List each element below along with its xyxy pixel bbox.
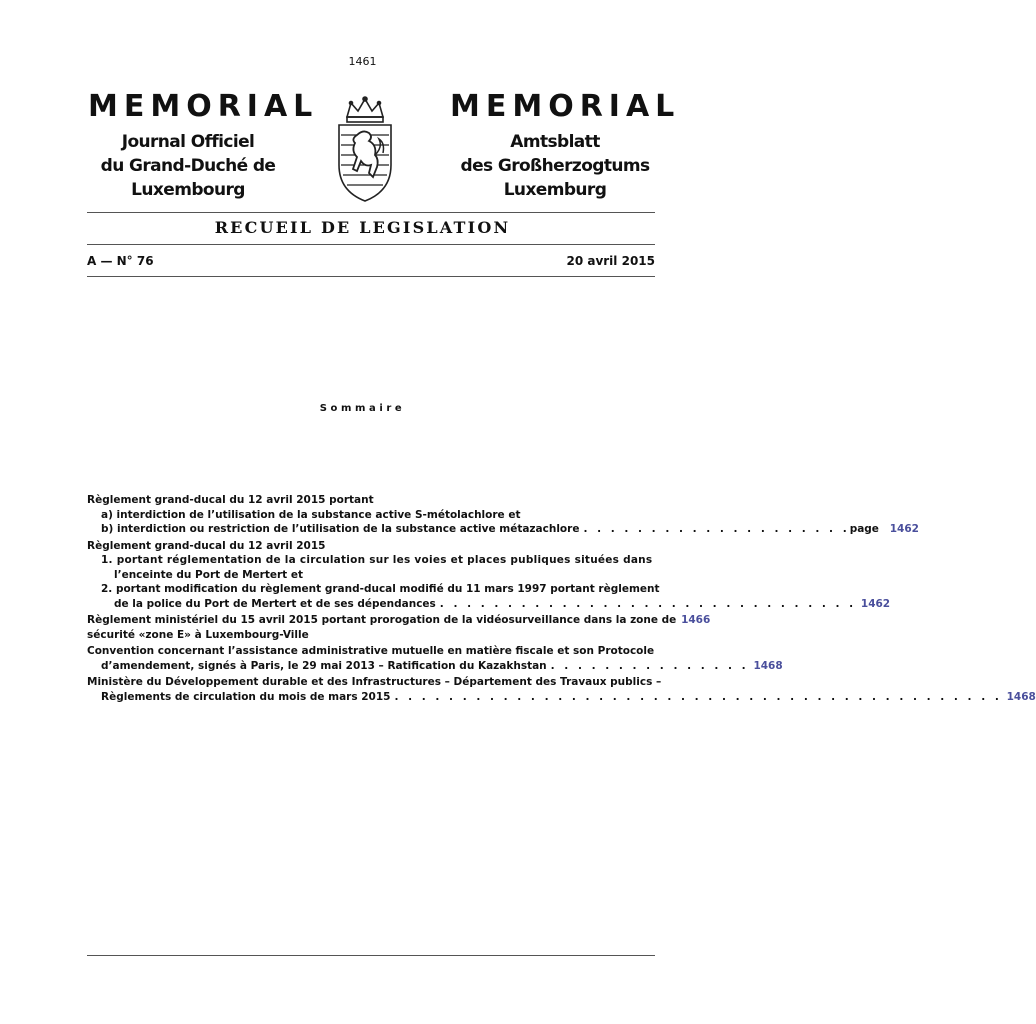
toc-text: Règlement grand-ducal du 12 avril 2015 (87, 539, 326, 552)
toc-text: Convention concernant l’assistance administrative mutuelle en matière fiscale et son Protocole (87, 645, 655, 657)
toc-line (87, 690, 1036, 705)
toc-line (87, 628, 657, 643)
toc-text: b) interdiction ou restriction de l’utilisation de la substance active métazachlore (101, 523, 580, 535)
page-link[interactable]: 1468 (1006, 690, 1036, 703)
toc-entry (87, 539, 891, 612)
toc-entry (87, 493, 919, 537)
page-link[interactable]: 1462 (860, 597, 891, 610)
subtitle-line: Luxembourg (131, 180, 245, 200)
toc-line (87, 597, 891, 612)
toc-line (87, 508, 657, 523)
subtitle-line: Amtsblatt (510, 132, 600, 152)
toc-entry (87, 613, 711, 642)
leader-dots: . . . . . . . . . . . . . . . . . . . . (583, 523, 850, 535)
issue-number: A — N° 76 (87, 254, 154, 268)
toc-line (87, 675, 662, 690)
top-divider (87, 212, 655, 213)
page-link[interactable]: 1462 (889, 523, 919, 535)
subtitle-line: des Großherzogtums (460, 156, 650, 176)
toc-text: Règlement grand-ducal du 12 avril 2015 portant (87, 494, 374, 506)
toc-text: 2. portant modification du règlement grand-ducal modifié du 11 mars 1997 portant règlement (101, 583, 660, 595)
issue-date: 20 avril 2015 (566, 254, 655, 268)
masthead-title-left: MEMORIAL (88, 89, 319, 124)
page-link[interactable]: 1468 (753, 659, 783, 672)
toc-line (87, 582, 660, 597)
footer-divider (87, 955, 655, 956)
leader-dots: . . . . . . . . . . . . . . . . . . . . . . . . . . . . . . . . . . . . . . . . . . . . . (394, 690, 1002, 703)
page-number: 1461 (348, 55, 377, 68)
toc-line (87, 659, 783, 674)
toc-heading (87, 539, 657, 554)
collection-title: RECUEIL DE LEGISLATION (214, 218, 511, 237)
leader-dots: . . . . . . . . . . . . . . . (550, 659, 749, 672)
masthead-title-right: MEMORIAL (450, 89, 681, 124)
masthead-subtitle-left (88, 130, 288, 202)
toc-text: Règlements de circulation du mois de mars 2015 (101, 690, 391, 703)
toc-entry (87, 675, 1036, 704)
header-divider (87, 244, 655, 245)
sommaire-heading: Sommaire (319, 403, 406, 414)
toc-text: l’enceinte du Port de Mertert et (114, 568, 303, 581)
page-link[interactable]: 1466 (681, 614, 711, 626)
subtitle-line: Journal Officiel (121, 132, 255, 152)
coat-of-arms-icon (333, 95, 397, 203)
toc-line (87, 522, 919, 537)
masthead-subtitle-right (455, 130, 655, 202)
toc-text: 1. portant réglementation de la circulation sur les voies et places publiques situées dans (101, 554, 653, 566)
issue-divider (87, 276, 655, 277)
toc-line (87, 553, 657, 568)
toc-entry (87, 644, 783, 673)
table-of-contents (87, 493, 1036, 706)
toc-text: Ministère du Développement durable et des Infrastructures – Département des Travaux publics – (87, 676, 662, 688)
toc-text: d’amendement, signés à Paris, le 29 mai 2013 – Ratification du Kazakhstan (101, 659, 547, 672)
subtitle-line: du Grand-Duché de (100, 156, 276, 176)
toc-line (87, 568, 657, 583)
page-word: page (849, 523, 879, 535)
toc-line (87, 644, 657, 659)
leader-dots: . . . . . . . . . . . . . . . . . . . . . . . . . . . . . . . (439, 597, 857, 610)
toc-line (87, 613, 711, 628)
toc-text: de la police du Port de Mertert et de ses dépendances (114, 597, 436, 610)
toc-text: sécurité «zone E» à Luxembourg-Ville (87, 628, 309, 641)
toc-text: Règlement ministériel du 15 avril 2015 portant prorogation de la vidéosurveillance dans la zone de (87, 614, 677, 626)
toc-heading (87, 493, 657, 508)
subtitle-line: Luxemburg (503, 180, 607, 200)
toc-text: a) interdiction de l’utilisation de la substance active S-métolachlore et (101, 508, 521, 521)
